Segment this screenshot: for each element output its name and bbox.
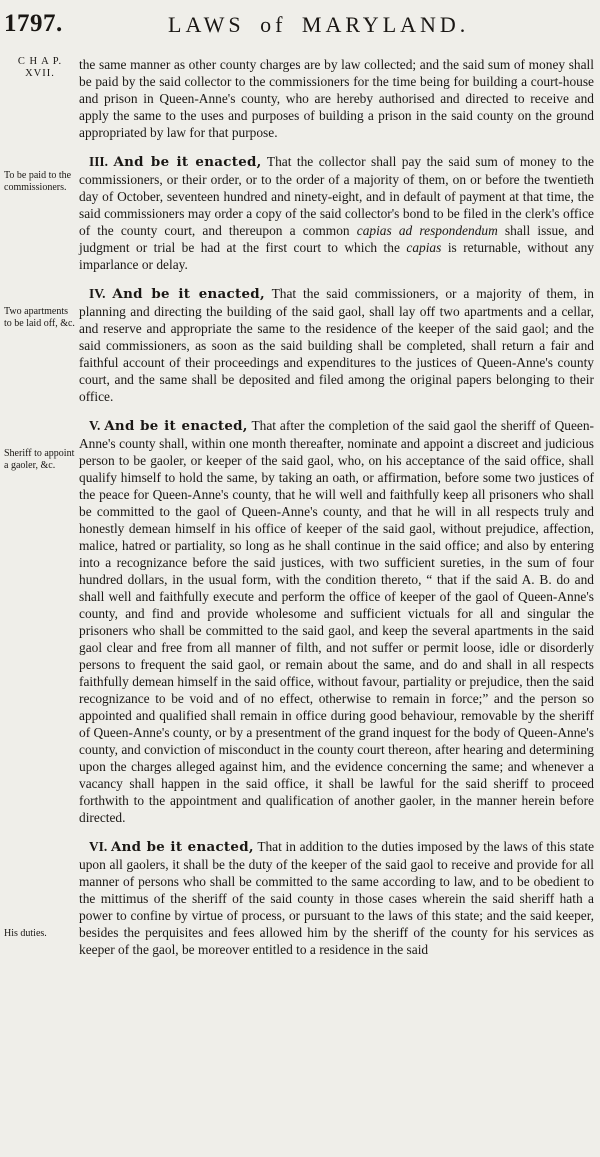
body-text <box>79 56 594 970</box>
section-text: That the said commissioners, or a majority of them, in planning and directing the building of the said gaol, shall lay off two apartments and a cellar, and reserve and appropriate the same to the residence of the keeper of the said gaol; and the said commissioners, as soon as the said building shall be completed, shall return a fair and faithful account of their proceedings and expenditures to the justices of Queen-Anne's county court, and the same shall be deposited and filed among the original papers belonging to their office. <box>79 286 594 404</box>
section-4 <box>79 285 594 405</box>
paragraph-text: the same manner as other county charges are by law collected; and the said sum of money shall be paid by the said collector to the commissioners for the time being for building a court-house and prison in Queen-Anne's county, who are hereby authorised and directed to receive and apply the same to the uses and purposes of building a prison in the said county on the ground appropriated by law for that purpose. <box>79 57 594 140</box>
margin-note-duties: His duties. <box>4 928 47 939</box>
section-text: That after the completion of the said gaol the sheriff of Queen-Anne's county shall, within one month thereafter, nominate and appoint a discreet and judicious person to be gaoler, or keeper of the said gaol, who, on his acceptance of the said office, shall qualify himself to hold the same, by taking an oath, or affirmation, before some two justices of the peace for Queen-Anne's county, that he will well and faithfully keep all prisoners who shall be committed to the gaol of Queen-Anne's county, and that he will in all respects truly and honestly demean himself in his office of keeper of the said gaol, without prejudice, affection, malice, hatred or partiality, so long as he shall continue in the said office; and also by entering into a recognizance before the said justices, with two sufficient sureties, in the sum of four hundred dollars, in the usual form, with the condition thereto, “ that if the said A. B. do and shall well and faithfully execute and perform the office of keeper of the gaol of Queen-Anne's county, and find and provide wholesome and sufficient victuals for all and singular the prisoners who shall be committed to the said gaol, and keep the several apartments in the said gaol clear and free from all manner of filth, and not suffer or permit loose, idle or disorderly persons to frequent the said gaol, or remain about the same, and do and shall in all respects faithfully demean himself in the said office, without favour, partiality or prejudice, then the said recognizance to be void and of no effect, otherwise to remain in force;” and the person so appointed and qualified shall remain in office during good behaviour, removable by the sheriff of Queen-Anne's county, or by a presentment of the grand inquest for the body of Queen-Anne's county, and conviction of misconduct in the county court thereon, after hearing and determining upon the charges alleged against him, and the evidence concerning the same; and whenever a vacancy shall happen in the said office, it shall be lawful for the said sheriff to proceed forthwith to the appointment and qualification of another gaoler, in the manner herein before directed. <box>79 418 594 825</box>
enacting-clause: And be it enacted, <box>112 286 265 302</box>
section-text: That in addition to the duties imposed by the laws of this state upon all gaolers, it shall be the duty of the keeper of the said gaol to receive and provide for all manner of persons who shall be committed to the same according to law, and to be obedient to the mittimus of the sheriff of the said county in those cases wherein the said sheriff hath a power to confine by virtue of process, or pursuant to the laws of this state; and the said keeper, besides the perquisites and fees allowed him by the sheriff of the county for his services as keeper of the gaol, be moreover entitled to a residence in the said <box>79 839 595 957</box>
enacting-clause: And be it enacted, <box>113 154 262 170</box>
italic-term: capias <box>406 240 442 255</box>
margin-note-apartments: Two apartments to be laid off, &c. <box>4 306 75 329</box>
section-5 <box>79 417 594 826</box>
section-6 <box>79 838 594 958</box>
section-number: IV. <box>89 286 106 301</box>
section-number: VI. <box>89 839 108 854</box>
margin-note-paid: To be paid to the commissioners. <box>4 170 72 193</box>
margin-note-sheriff: Sheriff to appoint a gaoler, &c. <box>4 448 75 471</box>
section-number: V. <box>89 418 101 433</box>
paragraph-continued <box>79 56 594 141</box>
page-year: 1797. <box>4 10 63 37</box>
section-number: III. <box>89 154 108 169</box>
section-text: That the collector shall pay the said sum of money to the commissioners, or their order, or to the order of a majority of them, on or before the twentieth day of October, seventeen hundred and ninety-eight, and in default of payment at that time, the said commissioners may order a copy of the said collector's bond to be filed in the clerk's office of the county court, and thereupon a common <box>79 154 594 238</box>
chapter-label: C H A P. <box>17 56 63 67</box>
section-text: is returnable, without any imparlance or delay. <box>79 240 594 272</box>
section-text: shall issue, and judgment or trial be had at the first court to which the <box>79 223 594 255</box>
enacting-clause: And be it enacted, <box>104 418 248 434</box>
page-header <box>0 8 600 44</box>
enacting-clause: And be it enacted, <box>110 839 254 855</box>
running-title: LAWS of MARYLAND. <box>168 12 470 37</box>
italic-term: capias ad respondendum <box>356 223 498 238</box>
section-3 <box>79 153 594 273</box>
chapter-number: XVII. <box>25 68 55 79</box>
